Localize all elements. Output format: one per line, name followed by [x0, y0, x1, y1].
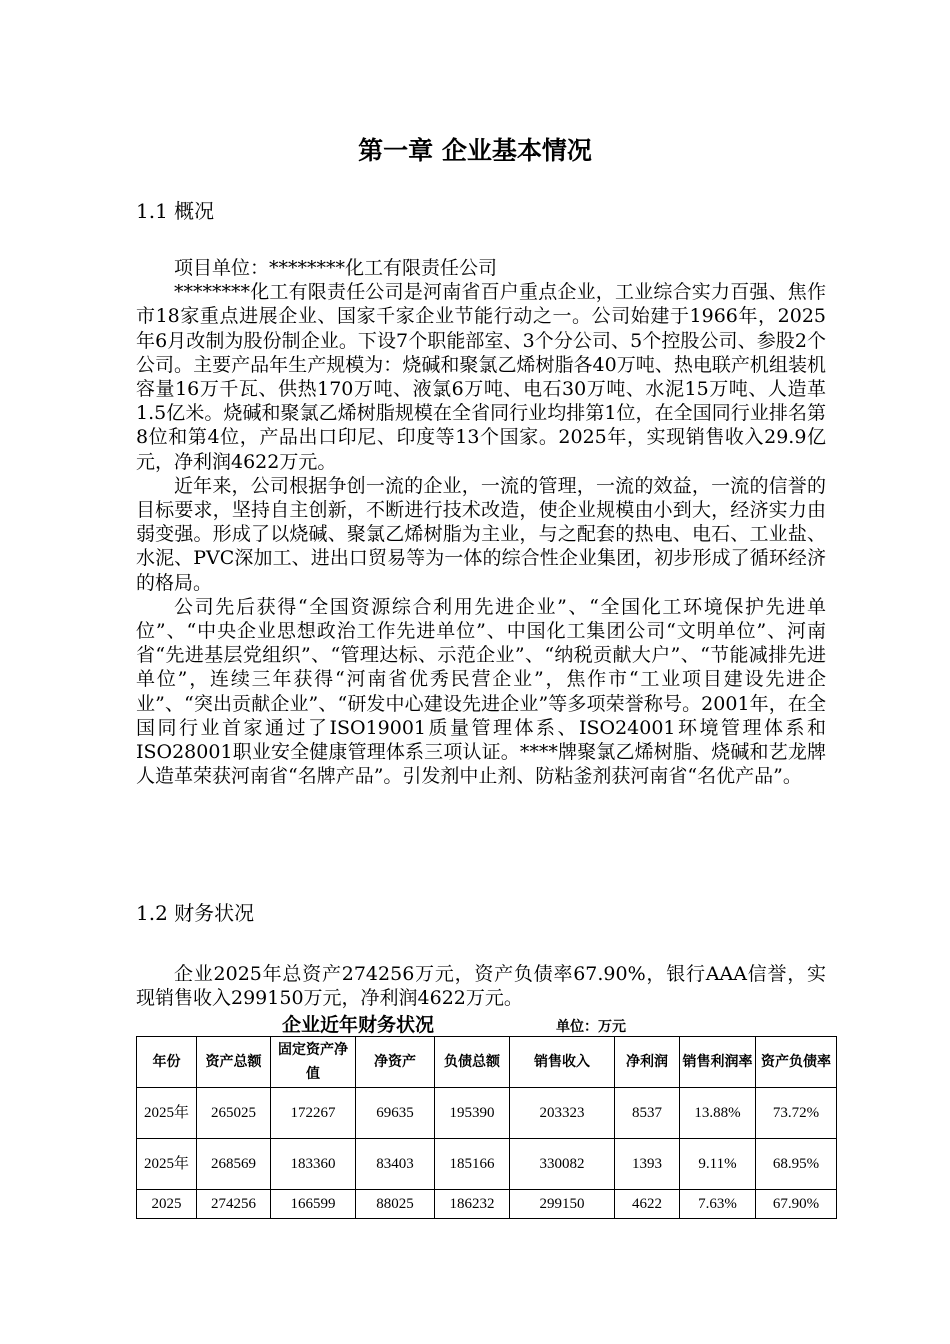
table-row [137, 1190, 837, 1219]
header-net-assets: 净资产 [356, 1037, 435, 1088]
cell-profit-margin: 13.88% [680, 1088, 756, 1139]
finance-body [136, 962, 826, 1010]
table-header-row [137, 1037, 837, 1088]
cell-profit-margin: 9.11% [680, 1139, 756, 1190]
section-heading-finance: 1.2 财务状况 [136, 901, 255, 925]
header-total-liabilities: 负债总额 [435, 1037, 510, 1088]
paragraph-development: 近年来，公司根据争创一流的企业，一流的管理，一流的效益，一流的信誉的目标要求，坚持自主创新，不断进行技术改造，使企业规模由小到大，经济实力由弱变强。形成了以烧碱、聚氯乙烯树脂为主业，与之配套的热电、电石、工业盐、水泥、PVC深加工、进出口贸易等为一体的综合性企业集团，初步形成了循环经济的格局。 [136, 474, 826, 594]
cell-sales-revenue: 203323 [510, 1088, 615, 1139]
cell-net-assets: 83403 [356, 1139, 435, 1190]
financial-table [136, 1036, 837, 1219]
cell-year: 2025年 [137, 1088, 197, 1139]
header-profit-margin: 销售利润率 [680, 1037, 756, 1088]
header-fixed-assets: 固定资产净值 [271, 1037, 356, 1088]
section-heading-overview: 1.1 概况 [136, 199, 215, 223]
cell-total-assets: 265025 [197, 1088, 271, 1139]
cell-net-profit: 1393 [615, 1139, 680, 1190]
header-sales-revenue: 销售收入 [510, 1037, 615, 1088]
cell-net-assets: 88025 [356, 1190, 435, 1219]
cell-net-assets: 69635 [356, 1088, 435, 1139]
cell-total-assets: 274256 [197, 1190, 271, 1219]
paragraph-company-intro: ********化工有限责任公司是河南省百户重点企业，工业综合实力百强、焦作市18家重点进展企业、国家千家企业节能行动之一。公司始建于1966年，2025年6月改制为股份制企业。下设7个职能部室、3个分公司、5个控股公司、参股2个公司。主要产品年生产规模为：烧碱和聚氯乙烯树脂各40万吨、热电联产机组装机容量16万千瓦、供热170万吨、液氯6万吨、电石30万吨、水泥15万吨、人造革1.5亿米。烧碱和聚氯乙烯树脂规模在全省同行业均排第1位，在全国同行业排名第8位和第4位，产品出口印尼、印度等13个国家。2025年，实现销售收入29.9亿元，净利润4622万元。 [136, 281, 826, 473]
cell-fixed-assets: 172267 [271, 1088, 356, 1139]
cell-sales-revenue: 330082 [510, 1139, 615, 1190]
cell-fixed-assets: 166599 [271, 1190, 356, 1219]
table-unit: 单位：万元 [556, 1019, 626, 1035]
header-total-assets: 资产总额 [197, 1037, 271, 1088]
cell-total-assets: 268569 [197, 1139, 271, 1190]
header-debt-ratio: 资产负债率 [756, 1037, 837, 1088]
cell-net-profit: 8537 [615, 1088, 680, 1139]
header-net-profit: 净利润 [615, 1037, 680, 1088]
table-caption [136, 1012, 836, 1038]
cell-profit-margin: 7.63% [680, 1190, 756, 1219]
table-title: 企业近年财务状况 [282, 1014, 435, 1036]
table-row [137, 1088, 837, 1139]
cell-total-liabilities: 186232 [435, 1190, 510, 1219]
cell-total-liabilities: 185166 [435, 1139, 510, 1190]
paragraph-honors: 公司先后获得“全国资源综合利用先进企业”、“全国化工环境保护先进单位”、“中央企业思想政治工作先进单位”、中国化工集团公司“文明单位”、河南省“先进基层党组织”、“管理达标、示范企业”、“纳税贡献大户”、“节能减排先进单位”，连续三年获得“河南省优秀民营企业”，焦作市“工业项目建设先进企业”、“突出贡献企业”、“研发中心建设先进企业”等多项荣誉称号。2001年，在全国同行业首家通过了ISO19001质量管理体系、ISO24001环境管理体系和ISO28001职业安全健康管理体系三项认证。****牌聚氯乙烯树脂、烧碱和艺龙牌人造革荣获河南省“名牌产品”。引发剂中止剂、防粘釜剂获河南省“名优产品”。 [136, 595, 826, 788]
chapter-title: 第一章 企业基本情况 [358, 136, 592, 165]
cell-total-liabilities: 195390 [435, 1088, 510, 1139]
paragraph-project-unit: 项目单位：********化工有限责任公司 [174, 257, 498, 279]
cell-sales-revenue: 299150 [510, 1190, 615, 1219]
cell-fixed-assets: 183360 [271, 1139, 356, 1190]
cell-debt-ratio: 67.90% [756, 1190, 837, 1219]
table-row [137, 1139, 837, 1190]
cell-year: 2025年 [137, 1139, 197, 1190]
cell-debt-ratio: 68.95% [756, 1139, 837, 1190]
overview-body [136, 256, 826, 788]
cell-net-profit: 4622 [615, 1190, 680, 1219]
cell-year: 2025 [137, 1190, 197, 1219]
header-year: 年份 [137, 1037, 197, 1088]
cell-debt-ratio: 73.72% [756, 1088, 837, 1139]
paragraph-finance-summary: 企业2025年总资产274256万元，资产负债率67.90%，银行AAA信誉，实现销售收入299150万元，净利润4622万元。 [136, 963, 826, 1010]
